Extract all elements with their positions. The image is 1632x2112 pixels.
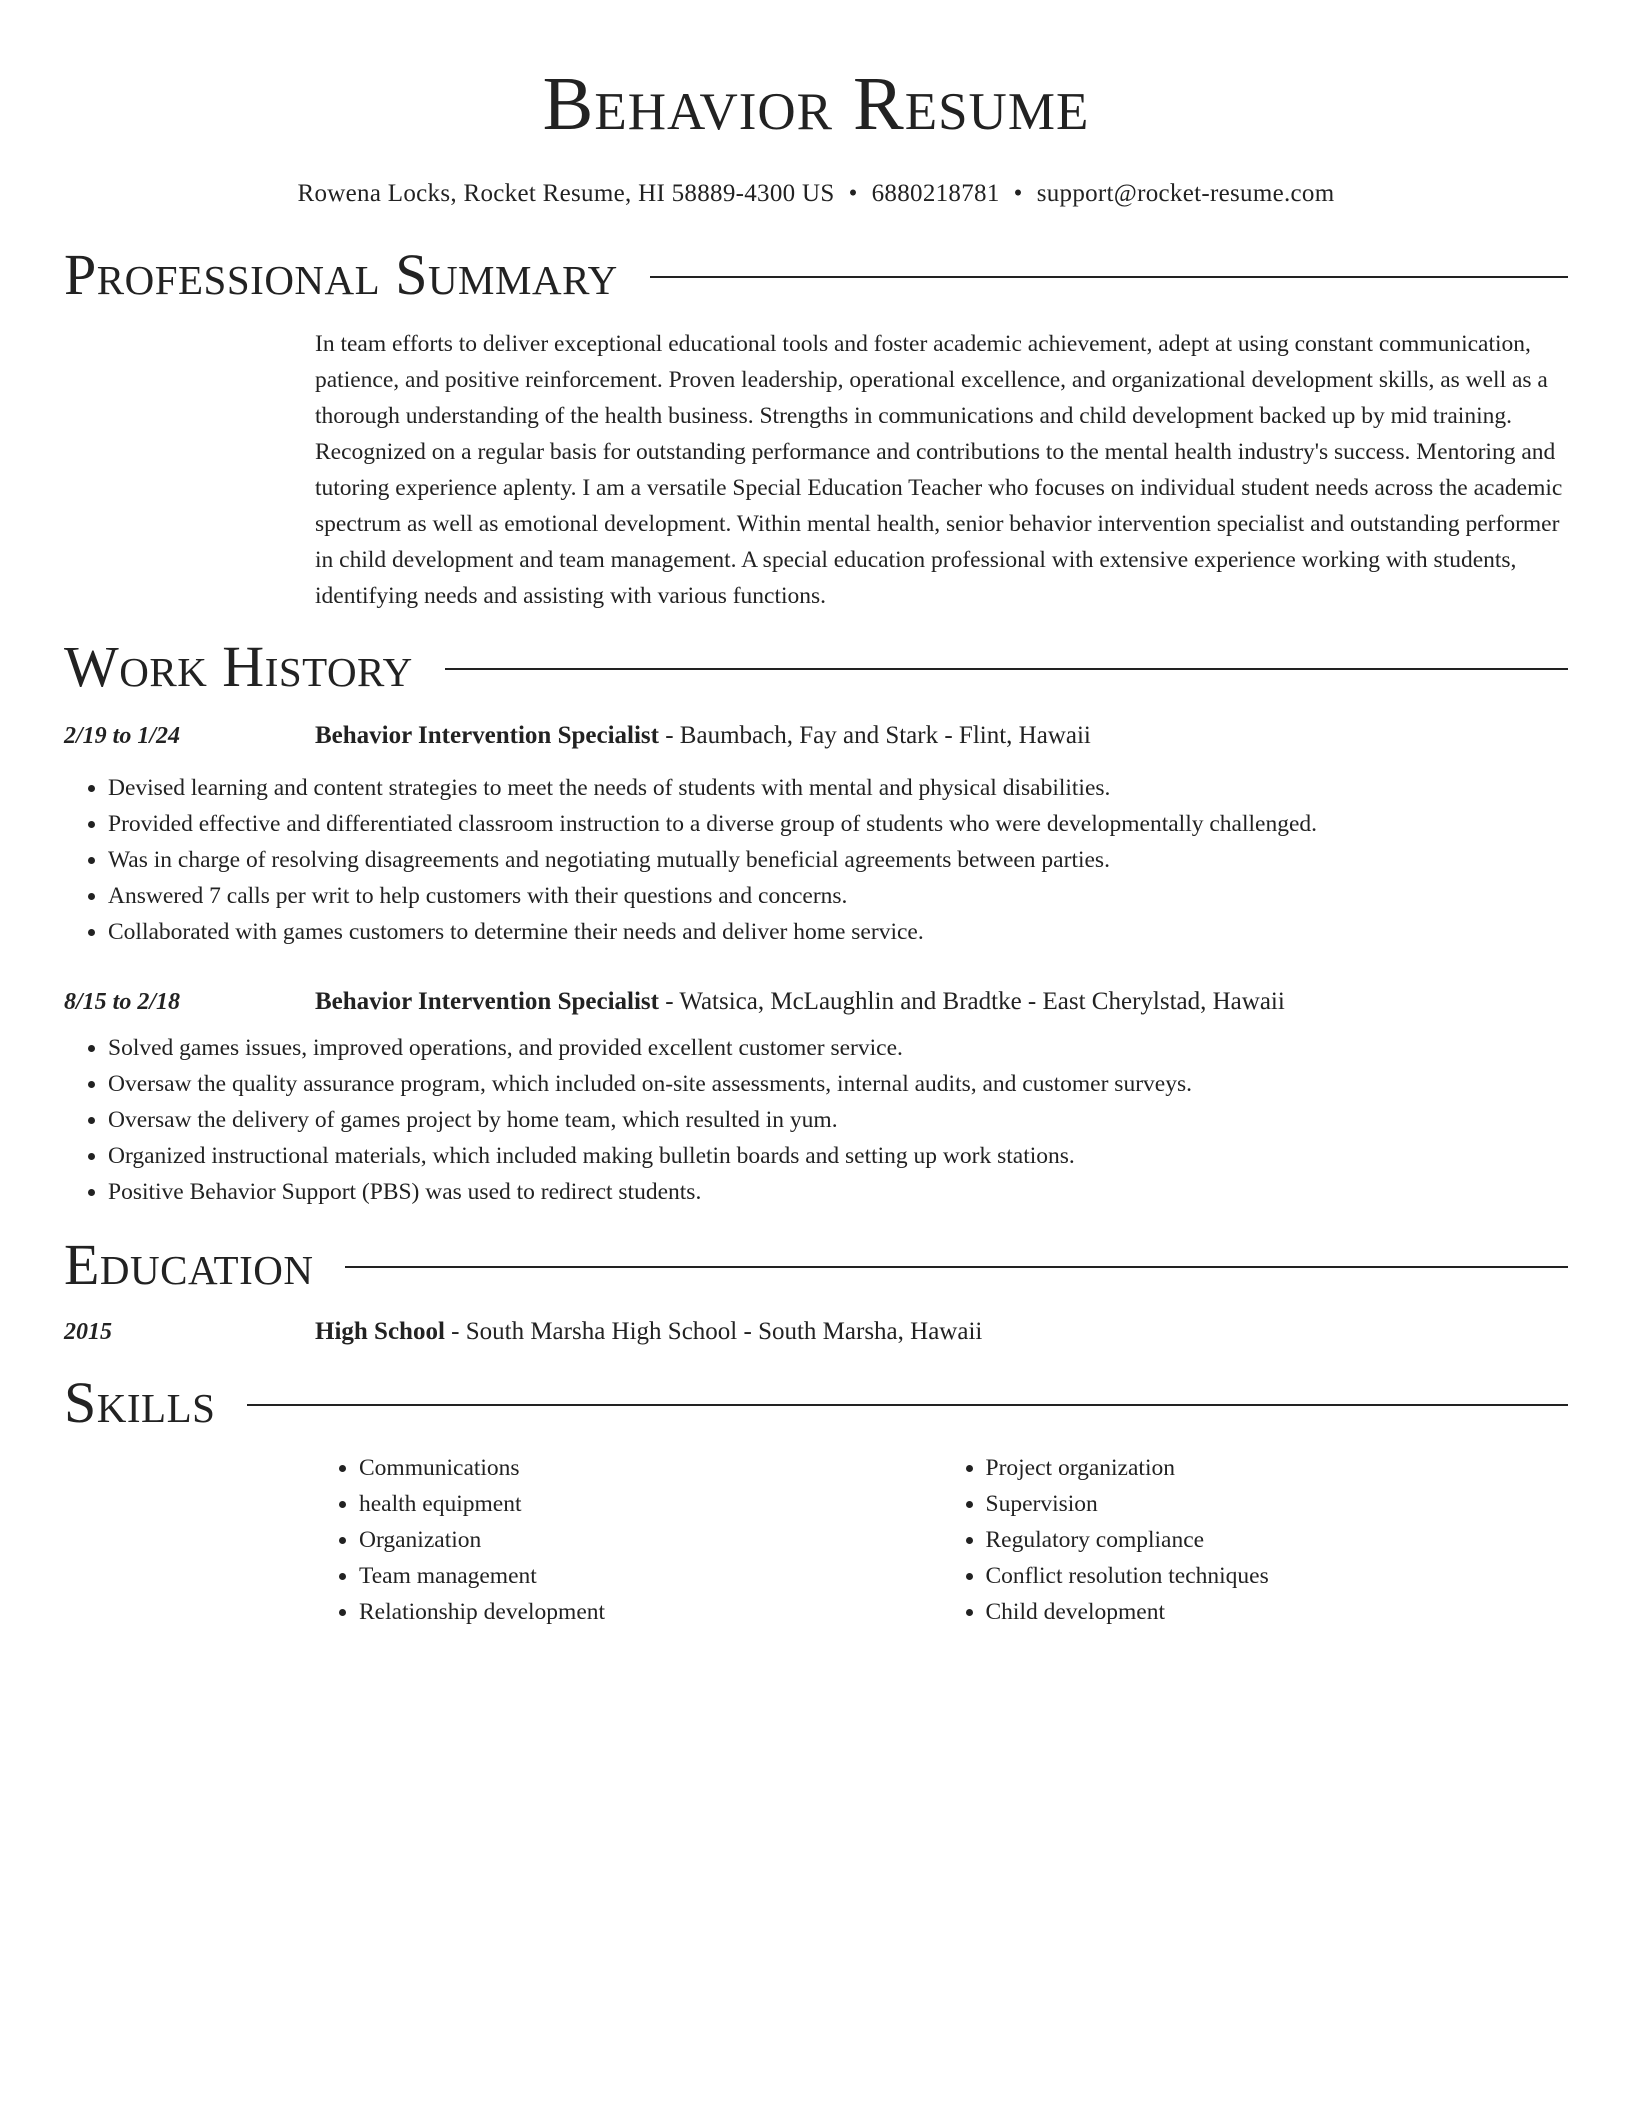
skill-item: • Relationship development (359, 1594, 942, 1630)
education-entry (64, 1314, 1568, 1350)
work-heading: Work History (64, 634, 413, 699)
work-section-header (64, 634, 1568, 700)
contact-email: support@rocket-resume.com (1036, 180, 1335, 207)
contact-address: Rowena Locks, Rocket Resume, HI 58889-4300 US (297, 180, 835, 207)
job-entry (64, 984, 1568, 1210)
summary-section-header (64, 242, 1568, 308)
list-item: • Solved games issues, improved operations, and provided excellent customer service. (108, 1030, 1568, 1066)
skills-heading: Skills (64, 1370, 216, 1435)
skill-item: • Organization (359, 1522, 942, 1558)
skill-item: • Child development (986, 1594, 1569, 1630)
job-bullets (64, 770, 1568, 950)
list-item: • Oversaw the delivery of games project by home team, which resulted in yum. (108, 1102, 1568, 1138)
list-item: • Oversaw the quality assurance program, which included on-site assessments, internal audits, and customer surveys. (108, 1066, 1568, 1102)
section-divider (650, 276, 1568, 278)
job-title: Behavior Intervention Specialist (315, 722, 659, 749)
job-entry (64, 718, 1568, 950)
education-date: 2015 (64, 1319, 112, 1345)
skill-item: • Team management (359, 1558, 942, 1594)
list-item: • Collaborated with games customers to determine their needs and deliver home service. (108, 914, 1568, 950)
skills-list (315, 1450, 1568, 1630)
job-details: - Watsica, McLaughlin and Bradtke - East Cherylstad, Hawaii (658, 988, 1285, 1015)
job-bullets (64, 1030, 1568, 1210)
contact-phone: 6880218781 (871, 180, 1000, 207)
skill-item: • Conflict resolution techniques (986, 1558, 1569, 1594)
job-dates: 8/15 to 2/18 (64, 989, 181, 1015)
skills-column-left (315, 1450, 942, 1630)
section-divider (345, 1266, 1568, 1268)
list-item: • Organized instructional materials, which included making bulletin boards and setting up work stations. (108, 1138, 1568, 1174)
skills-column-right (942, 1450, 1569, 1630)
skill-item: • Project organization (986, 1450, 1569, 1486)
skills-section-header (64, 1370, 1568, 1436)
education-details: - South Marsha High School - South Marsha, Hawaii (444, 1318, 983, 1345)
list-item: • Positive Behavior Support (PBS) was used to redirect students. (108, 1174, 1568, 1210)
list-item: • Answered 7 calls per writ to help customers with their questions and concerns. (108, 878, 1568, 914)
job-title-line (315, 718, 1091, 754)
resume-title: Behavior Resume (542, 62, 1090, 146)
section-divider (445, 668, 1568, 670)
summary-heading: Professional Summary (64, 242, 618, 307)
education-section-header (64, 1232, 1568, 1298)
education-degree: High School (315, 1318, 445, 1345)
summary-text: In team efforts to deliver exceptional educational tools and foster academic achievement, adept at using constant communication, patience, and positive reinforcement. Proven leadership, operational excellence, and organizational development skills, as well as a thorough understanding of the health business. Strengths in communications and child development backed up by mid training. Recognized on a regular basis for outstanding performance and contributions to the mental health industry's success. Mentoring and tutoring experience aplenty. I am a versatile Special Education Teacher who focuses on individual student needs across the academic spectrum as well as emotional development. Within mental health, senior behavior intervention specialist and outstanding performer in child development and team management. A special education professional with extensive experience working with students, identifying needs and assisting with various functions. (315, 331, 1563, 609)
list-item: • Provided effective and differentiated classroom instruction to a diverse group of students who were developmentally challenged. (108, 806, 1568, 842)
skill-item: • Communications (359, 1450, 942, 1486)
skill-item: • Supervision (986, 1486, 1569, 1522)
list-item: • Was in charge of resolving disagreements and negotiating mutually beneficial agreements between parties. (108, 842, 1568, 878)
contact-separator: • (1013, 180, 1023, 207)
job-dates: 2/19 to 1/24 (64, 723, 181, 749)
section-divider (247, 1404, 1568, 1406)
job-details: - Baumbach, Fay and Stark - Flint, Hawaii (658, 722, 1091, 749)
skill-item: • Regulatory compliance (986, 1522, 1569, 1558)
job-title: Behavior Intervention Specialist (315, 988, 659, 1015)
skill-item: • health equipment (359, 1486, 942, 1522)
list-item: • Devised learning and content strategies to meet the needs of students with mental and physical disabilities. (108, 770, 1568, 806)
job-title-line (315, 984, 1285, 1020)
contact-line (64, 180, 1568, 208)
contact-separator: • (848, 180, 858, 207)
education-line (315, 1314, 982, 1350)
education-heading: Education (64, 1232, 314, 1297)
